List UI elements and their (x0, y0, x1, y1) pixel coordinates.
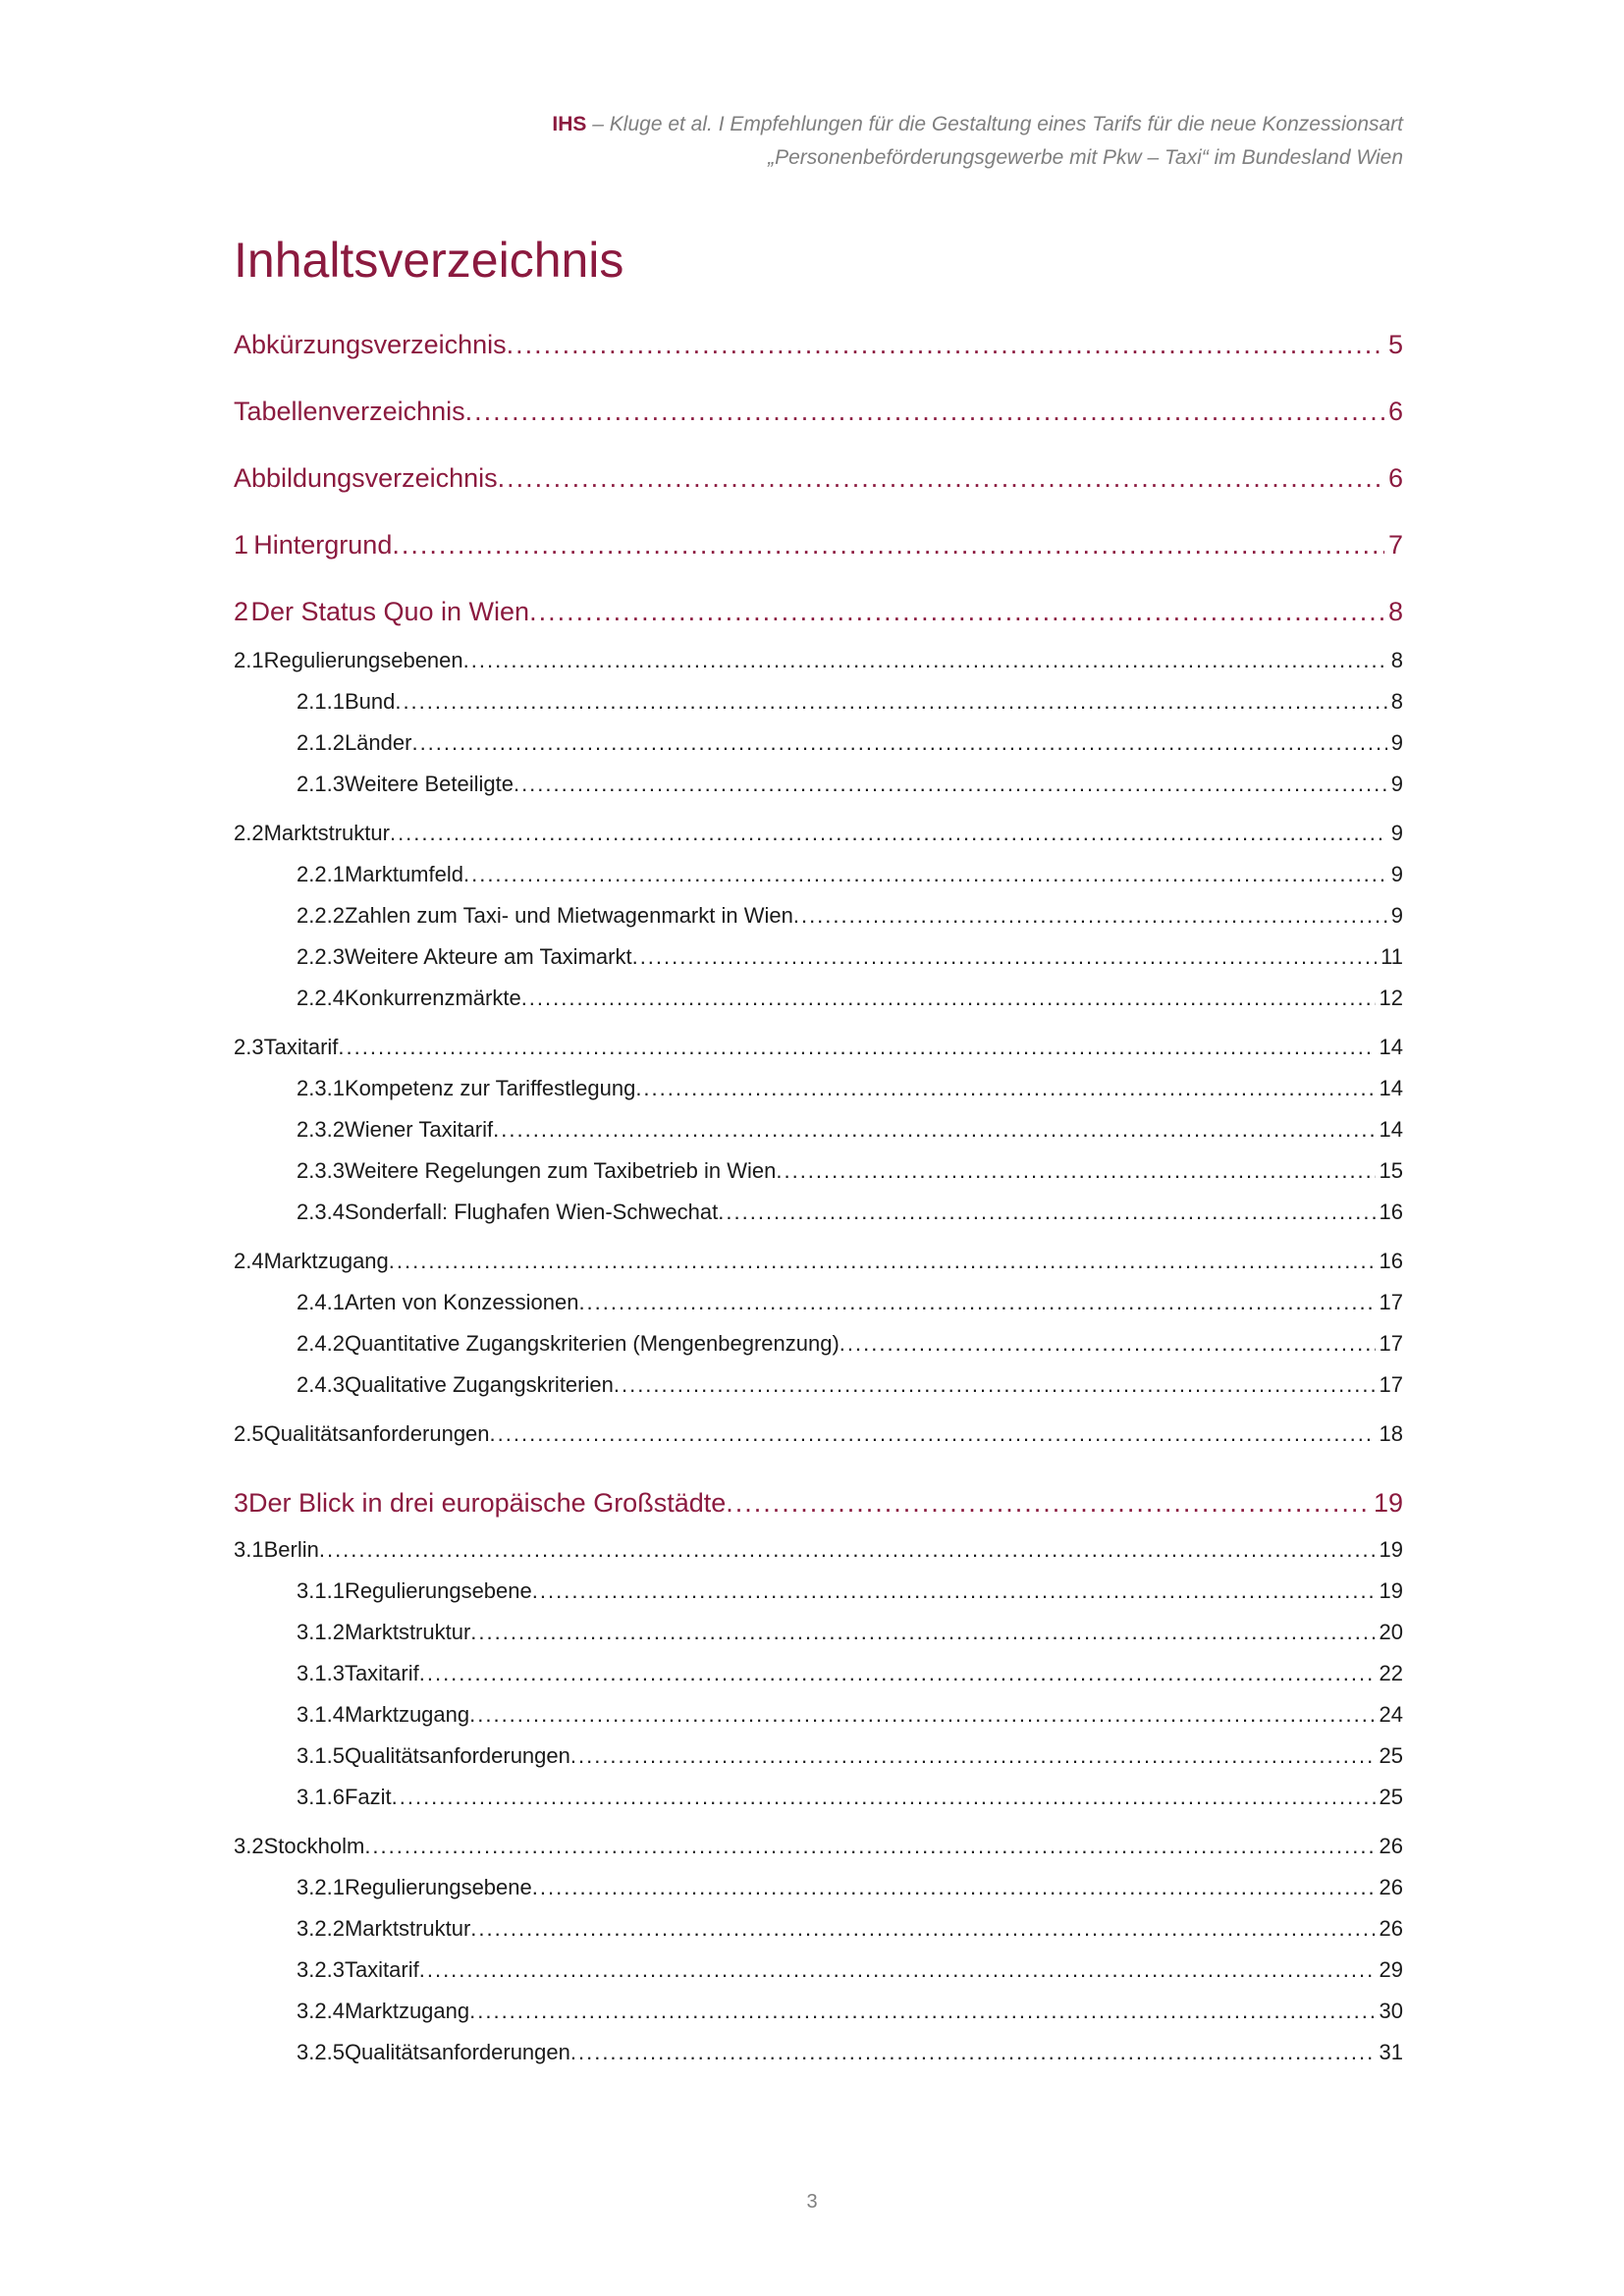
toc-entry[interactable] (234, 821, 1403, 846)
header-line-1-text: – Kluge et al. I Empfehlungen für die Gestaltung eines Tarifs für die neue Konzessionsart (586, 113, 1403, 135)
toc-leader-dots (632, 944, 1378, 970)
toc-entry-number: 3.1.4 (297, 1702, 345, 1727)
toc-entry-label: Taxitarif (344, 1957, 419, 1982)
toc-entry-label: Stockholm (263, 1834, 365, 1858)
toc-entry-label: Sonderfall: Flughafen Wien-Schwechat (344, 1200, 719, 1224)
toc-leader-dots (465, 397, 1384, 427)
toc-entry-page: 24 (1379, 1702, 1403, 1727)
toc-entry-number: 3.1.5 (297, 1743, 345, 1768)
toc-entry-page: 14 (1379, 1035, 1403, 1059)
toc-entry-page: 29 (1379, 1957, 1403, 1982)
toc-entry-label: Arten von Konzessionen (344, 1290, 579, 1314)
toc-entry-number: 3.2.2 (297, 1916, 345, 1941)
toc-entry-number: 2.4.2 (297, 1331, 345, 1356)
toc-entry-page: 11 (1380, 944, 1403, 969)
toc-entry-number: 2.1 (234, 648, 264, 672)
toc-entry-label: Hintergrund (253, 530, 393, 560)
toc-entry-page: 8 (1387, 597, 1403, 626)
toc-entry-number: 3.2.3 (297, 1957, 345, 1982)
running-header (552, 108, 1403, 175)
toc-entry-label: Weitere Beteiligte (344, 772, 514, 796)
toc-leader-dots (395, 689, 1386, 715)
toc-entry-page: 26 (1379, 1916, 1403, 1941)
toc-entry[interactable] (297, 1620, 1403, 1645)
toc-leader-dots (319, 1537, 1376, 1563)
toc-entry-page: 9 (1390, 862, 1403, 886)
toc-entry-label: Bund (344, 689, 396, 714)
toc-leader-dots (793, 903, 1387, 929)
toc-entry-page: 25 (1379, 1743, 1403, 1768)
toc-entry-page: 7 (1387, 530, 1403, 560)
toc-entry-label: Qualitätsanforderungen (344, 2040, 570, 2064)
toc-entry-number: 3 (234, 1488, 249, 1518)
toc-entry[interactable] (234, 1834, 1403, 1859)
toc-entry-number: 2.5 (234, 1421, 264, 1446)
toc-entry-page: 16 (1379, 1200, 1403, 1224)
toc-leader-dots (392, 530, 1384, 561)
toc-entry-number: 2.3.2 (297, 1117, 345, 1142)
toc-entry[interactable] (297, 1290, 1403, 1315)
toc-entry-page: 17 (1379, 1290, 1403, 1314)
toc-entry-page: 17 (1379, 1372, 1403, 1397)
toc-leader-dots (514, 772, 1387, 797)
toc-entry-page: 20 (1379, 1620, 1403, 1644)
toc-entry-number: 2.2 (234, 821, 264, 845)
toc-entry-label: Abbildungsverzeichnis (234, 463, 498, 493)
toc-entry[interactable] (297, 1331, 1403, 1357)
toc-entry[interactable] (234, 597, 1403, 627)
toc-entry[interactable] (234, 648, 1403, 673)
toc-entry-number: 3.1.2 (297, 1620, 345, 1644)
toc-entry-label: Kompetenz zur Tariffestlegung (344, 1076, 636, 1100)
toc-entry-page: 6 (1387, 397, 1403, 426)
toc-entry-number: 2.1.2 (297, 730, 345, 755)
toc-entry-page: 19 (1373, 1488, 1403, 1518)
toc-entry-label: Wiener Taxitarif (344, 1117, 494, 1142)
toc-entry-number: 2.3.4 (297, 1200, 345, 1224)
toc-entry-page: 19 (1379, 1537, 1403, 1562)
toc-leader-dots (463, 862, 1387, 887)
toc-entry-page: 26 (1379, 1834, 1403, 1858)
toc-leader-dots (578, 1290, 1375, 1315)
toc-entry-label: Qualitätsanforderungen (263, 1421, 490, 1446)
toc-entry[interactable] (297, 1875, 1403, 1900)
toc-leader-dots (469, 1702, 1375, 1728)
toc-entry-number: 2.3 (234, 1035, 264, 1059)
toc-entry-page: 9 (1390, 821, 1403, 845)
header-brand: IHS (552, 113, 587, 135)
toc-entry-label: Fazit (344, 1785, 392, 1809)
toc-entry[interactable] (297, 1743, 1403, 1769)
toc-entry-label: Der Blick in drei europäische Großstädte (248, 1488, 727, 1518)
toc-entry-label: Marktumfeld (344, 862, 463, 886)
toc-entry[interactable] (297, 903, 1403, 929)
toc-entry[interactable] (234, 1537, 1403, 1563)
toc-entry-page: 8 (1390, 689, 1403, 714)
toc-leader-dots (529, 597, 1384, 627)
toc-entry[interactable] (297, 1117, 1403, 1143)
toc-leader-dots (490, 1421, 1376, 1447)
toc-entry-page: 26 (1379, 1875, 1403, 1899)
toc-entry-number: 3.1.3 (297, 1661, 345, 1685)
toc-entry[interactable] (297, 1661, 1403, 1686)
toc-entry-number: 3.1.6 (297, 1785, 345, 1809)
toc-entry-label: Abkürzungsverzeichnis (234, 330, 507, 359)
toc-entry[interactable] (297, 1999, 1403, 2024)
toc-leader-dots (419, 1661, 1376, 1686)
header-line-2: „Personenbeförderungsgewerbe mit Pkw – Taxi“ im Bundesland Wien (768, 146, 1403, 169)
toc-leader-dots (463, 648, 1387, 673)
toc-entry-number: 2.2.1 (297, 862, 345, 886)
toc-entry-label: Qualitative Zugangskriterien (344, 1372, 614, 1397)
toc-entry[interactable] (234, 397, 1403, 427)
toc-entry-number: 2.4.3 (297, 1372, 345, 1397)
toc-leader-dots (614, 1372, 1376, 1398)
toc-entry-page: 19 (1379, 1578, 1403, 1603)
toc-leader-dots (392, 1785, 1376, 1810)
toc-entry[interactable] (234, 1249, 1403, 1274)
toc-leader-dots (570, 2040, 1376, 2065)
toc-entry-number: 2.4.1 (297, 1290, 345, 1314)
toc-entry-page: 14 (1379, 1117, 1403, 1142)
toc-entry[interactable] (297, 1372, 1403, 1398)
toc-entry-label: Berlin (263, 1537, 319, 1562)
toc-entry-label: Quantitative Zugangskriterien (Mengenbegrenzung) (344, 1331, 839, 1356)
toc-entry-page: 25 (1379, 1785, 1403, 1809)
toc-entry[interactable] (297, 1200, 1403, 1225)
toc-leader-dots (839, 1331, 1376, 1357)
toc-entry-page: 16 (1379, 1249, 1403, 1273)
toc-entry[interactable] (297, 1702, 1403, 1728)
toc-entry[interactable] (297, 772, 1403, 797)
toc-entry[interactable] (234, 530, 1403, 561)
toc-entry-page: 8 (1390, 648, 1403, 672)
toc-leader-dots (776, 1158, 1375, 1184)
toc-entry[interactable] (297, 2040, 1403, 2065)
header-line-1 (552, 108, 1403, 141)
toc-entry-label: Taxitarif (344, 1661, 419, 1685)
toc-entry-label: Zahlen zum Taxi- und Mietwagenmarkt in Wien (344, 903, 793, 928)
toc-entry-label: Weitere Regelungen zum Taxibetrieb in Wien (344, 1158, 777, 1183)
toc-leader-dots (364, 1834, 1375, 1859)
toc-entry-page: 14 (1379, 1076, 1403, 1100)
toc-entry-page: 22 (1379, 1661, 1403, 1685)
toc-entry-label: Weitere Akteure am Taximarkt (344, 944, 632, 969)
toc-entry[interactable] (297, 1957, 1403, 1983)
toc-entry-page: 31 (1379, 2040, 1403, 2064)
toc-leader-dots (470, 1620, 1375, 1645)
toc-leader-dots (507, 330, 1384, 360)
toc-entry-number: 3.1 (234, 1537, 264, 1562)
toc-leader-dots (469, 1999, 1375, 2024)
toc-entry-label: Marktzugang (344, 1702, 470, 1727)
toc-entry-number: 3.1.1 (297, 1578, 345, 1603)
toc-entry-label: Marktstruktur (263, 821, 390, 845)
toc-entry-page: 9 (1390, 730, 1403, 755)
toc-entry-number: 3.2 (234, 1834, 264, 1858)
page-title: Inhaltsverzeichnis (234, 233, 624, 288)
toc-leader-dots (532, 1875, 1376, 1900)
toc-entry-number: 2.1.1 (297, 689, 345, 714)
toc-entry-page: 18 (1379, 1421, 1403, 1446)
toc-entry-label: Taxitarif (263, 1035, 339, 1059)
toc-entry[interactable] (297, 1076, 1403, 1101)
toc-entry-number: 3.2.1 (297, 1875, 345, 1899)
toc-entry[interactable] (234, 463, 1403, 494)
toc-entry-label: Qualitätsanforderungen (344, 1743, 570, 1768)
toc-entry[interactable] (297, 689, 1403, 715)
toc-entry[interactable] (234, 1488, 1403, 1519)
toc-entry-label: Regulierungsebenen (263, 648, 463, 672)
toc-leader-dots (726, 1488, 1370, 1519)
toc-entry-page: 15 (1379, 1158, 1403, 1183)
toc-entry-label: Länder (344, 730, 412, 755)
toc-entry-number: 2.2.2 (297, 903, 345, 928)
toc-entry-page: 5 (1387, 330, 1403, 359)
toc-leader-dots (411, 730, 1386, 756)
toc-entry[interactable] (297, 1158, 1403, 1184)
toc-entry[interactable] (297, 986, 1403, 1011)
toc-entry-page: 9 (1390, 772, 1403, 796)
toc-entry[interactable] (297, 1578, 1403, 1604)
toc-entry-page: 12 (1379, 986, 1403, 1010)
toc-entry[interactable] (234, 1421, 1403, 1447)
toc-entry-number: 3.2.5 (297, 2040, 345, 2064)
toc-leader-dots (532, 1578, 1376, 1604)
toc-leader-dots (389, 1249, 1376, 1274)
toc-entry-number: 2.3.1 (297, 1076, 345, 1100)
toc-leader-dots (521, 986, 1376, 1011)
toc-entry-label: Marktzugang (344, 1999, 470, 2023)
toc-entry-number: 2.2.3 (297, 944, 345, 969)
toc-entry-number: 2.3.3 (297, 1158, 345, 1183)
toc-entry-label: Marktstruktur (344, 1620, 471, 1644)
toc-entry-label: Der Status Quo in Wien (250, 597, 530, 626)
toc-leader-dots (470, 1916, 1375, 1942)
toc-leader-dots (635, 1076, 1375, 1101)
toc-entry-number: 2 (234, 597, 249, 626)
toc-entry-number: 2.1.3 (297, 772, 345, 796)
toc-entry-label: Regulierungsebene (344, 1875, 532, 1899)
toc-leader-dots (493, 1117, 1375, 1143)
toc-entry-label: Regulierungsebene (344, 1578, 532, 1603)
toc-entry[interactable] (297, 1785, 1403, 1810)
toc-entry[interactable] (234, 330, 1403, 360)
toc-entry[interactable] (297, 862, 1403, 887)
toc-leader-dots (570, 1743, 1376, 1769)
toc-entry-number: 2.4 (234, 1249, 264, 1273)
toc-entry-label: Konkurrenzmärkte (344, 986, 521, 1010)
toc-entry-label: Marktstruktur (344, 1916, 471, 1941)
toc-entry[interactable] (297, 944, 1403, 970)
toc-leader-dots (338, 1035, 1375, 1060)
toc-entry-page: 17 (1379, 1331, 1403, 1356)
toc-leader-dots (498, 463, 1384, 494)
toc-entry-page: 6 (1387, 463, 1403, 493)
toc-leader-dots (390, 821, 1387, 846)
page-number: 3 (806, 2191, 818, 2213)
toc-leader-dots (718, 1200, 1375, 1225)
toc-entry-page: 30 (1379, 1999, 1403, 2023)
toc-entry-number: 3.2.4 (297, 1999, 345, 2023)
toc-entry-page: 9 (1390, 903, 1403, 928)
toc-entry[interactable] (297, 1916, 1403, 1942)
toc-entry-number: 1 (234, 530, 249, 560)
toc-entry-number: 2.2.4 (297, 986, 345, 1010)
toc-entry-label: Tabellenverzeichnis (234, 397, 465, 426)
toc-entry-label: Marktzugang (263, 1249, 389, 1273)
toc-leader-dots (419, 1957, 1376, 1983)
toc-entry[interactable] (234, 1035, 1403, 1060)
toc-entry[interactable] (297, 730, 1403, 756)
